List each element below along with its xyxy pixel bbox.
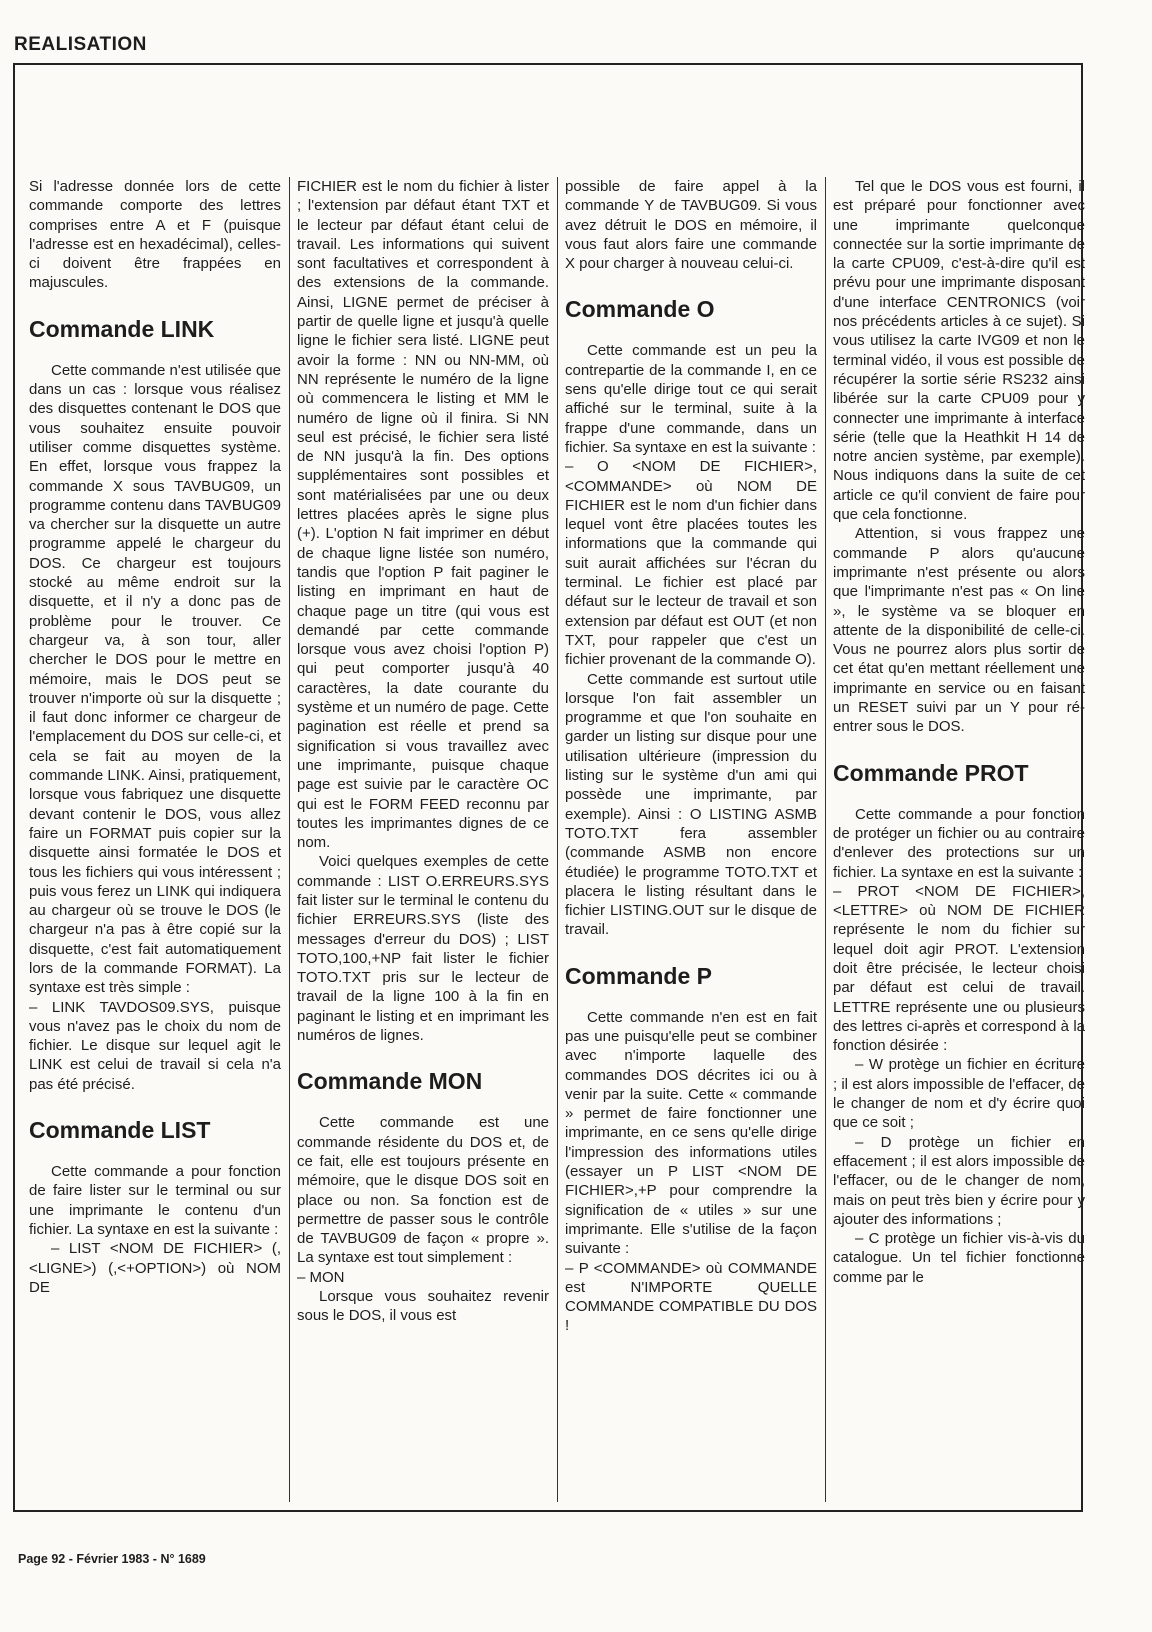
paragraph: Attention, si vous frappez une commande P alors qu'aucune imprimante n'est présente ou alors que l'imprimante n'est pas « On line », le système va se bloquer en attente de la disponibilité de celle-ci. Vous ne pourrez alors plus sortir de cet état qu'en mettant réellement une imprimante en service ou en faisant un RESET suivi par un Y pour ré-entrer sous le DOS.: [833, 525, 1085, 736]
paragraph: – P <COMMANDE> où COMMANDE est N'IMPORTE QUELLE COMMANDE COMPATIBLE DU DOS !: [565, 1259, 817, 1335]
section-heading: Commande PROT: [833, 759, 1029, 786]
paragraph: – C protège un fichier vis-à-vis du catalogue. Un tel fichier fonctionne comme par le: [833, 1230, 1085, 1286]
column-divider: [557, 177, 558, 1502]
page-footer: Page 92 - Février 1983 - N° 1689: [18, 1552, 206, 1566]
paragraph: Cette commande n'en est en fait pas une puisqu'elle peut se combiner avec n'importe laquelle des commandes DOS décrites ici ou à venir par la suite. Cette « commande » permet de faire fonctionner une imprimante, en ce sens qu'elle dirige l'impression des informations utiles (essayer un P LIST <NOM DE FICHIER>,+P pour comprendre la signification de « utiles » sur une imprimante. Elle s'utilise de la façon suivante :: [565, 1008, 817, 1258]
paragraph: – W protège un fichier en écriture ; il est alors impossible de l'effacer, de le changer de nom et d'y écrire quoi que ce soit ;: [833, 1056, 1085, 1132]
paragraph: Tel que le DOS vous est fourni, il est préparé pour fonctionner avec une imprimante quelconque connectée sur la sortie imprimante de la carte CPU09, c'est-à-dire qu'il est prévu pour une imprimante disposant d'une interface CENTRONICS (voir nos précédents articles à ce sujet). Si vous utilisez la carte IVG09 et non le terminal vidéo, il vous est possible de récupérer la sortie série RS232 ainsi libérée sur la carte CPU09 pour y connecter une imprimante à interface série (telle que la Heathkit H 14 de notre ancien système, par exemple). Nous indiquons dans la suite de cet article ce qu'il convient de faire pour que cela fonctionne.: [833, 178, 1085, 524]
column-divider: [289, 177, 290, 1502]
article-column-1: [29, 177, 281, 1510]
article-column-3: [565, 177, 817, 1510]
section-heading: Commande LINK: [29, 315, 215, 342]
paragraph: Cette commande est une commande résidente du DOS et, de ce fait, elle est toujours présente en mémoire, que le disque DOS soit en place ou non. Sa fonction est de permettre de passer sous le contrôle de TAVBUG09 de façon « propre ». La syntaxe est tout simplement :: [297, 1114, 549, 1267]
section-heading: Commande LIST: [29, 1117, 211, 1144]
section-heading: Commande P: [565, 962, 712, 989]
paragraph: – LINK TAVDOS09.SYS, puisque vous n'avez pas le choix du nom de fichier. Le disque sur lequel agit le LINK est celui de travail si cela n'a pas été précisé.: [29, 998, 281, 1093]
paragraph: Cette commande a pour fonction de protéger un fichier ou au contraire d'enlever des protections sur un fichier. La syntaxe en est la suivante :: [833, 805, 1085, 881]
paragraph: FICHIER est le nom du fichier à lister ; l'extension par défaut étant TXT et le lecteur par défaut étant celui de travail. Les informations qui suivent sont facultatives et correspondent à des extensions de la commande. Ainsi, LIGNE permet de préciser à partir de quelle ligne et jusqu'à quelle ligne le fichier sera listé. LIGNE peut avoir la forme : NN ou NN-MM, où NN représente le numéro de la ligne où commencera le listing et MM le numéro de ligne où il finira. Si NN seul est précisé, le fichier sera listé de NN jusqu'à la fin. Des options supplémentaires sont possibles et sont matérialisées par une ou deux lettres placées après le signe plus (+). L'option N fait imprimer en début de chaque ligne listée son numéro, tandis que l'option P fait paginer le listing en imprimant en haut de chaque page un titre (qui vous est demandé par cette commande lorsque vous avez choisi l'option P) qui peut comporter jusqu'à 40 caractères, la date courante du système et un numéro de page. Cette pagination est réelle et prend sa signification si vous travaillez avec une imprimante, puisque chaque page est suivie par le caractère OC qui est le FORM FEED reconnu par toutes les imprimantes dignes de ce nom.: [297, 178, 549, 852]
section-heading: Commande O: [565, 296, 715, 323]
column-divider: [825, 177, 826, 1502]
paragraph: – MON: [297, 1268, 345, 1286]
article-column-2: [297, 177, 549, 1510]
paragraph: Lorsque vous souhaitez revenir sous le DOS, il vous est: [297, 1288, 549, 1325]
paragraph: – LIST <NOM DE FICHIER> (,<LIGNE>) (,<+OPTION>) où NOM DE: [29, 1240, 281, 1296]
paragraph: – PROT <NOM DE FICHIER>, <LETTRE> où NOM DE FICHIER représente le nom du fichier sur lequel doit agir PROT. L'extension doit être précisée, le lecteur choisi par défaut est celui de travail. LETTRE représente une ou plusieurs des lettres ci-après et correspond à la fonction désirée :: [833, 882, 1085, 1055]
section-heading: Commande MON: [297, 1068, 483, 1095]
paragraph: Cette commande n'est utilisée que dans un cas : lorsque vous réalisez des disquettes contenant le DOS que vous souhaitez ensuite pouvoir utiliser comme disquettes système. En effet, lorsque vous frappez la commande X sous TAVBUG09, un programme contenu dans TAVBUG09 va chercher sur la disquette un autre programme appelé le chargeur du DOS. Ce chargeur est toujours stocké au même endroit sur la disquette, et il n'y a donc pas de problème pour le trouver. Ce chargeur va, à son tour, aller chercher le DOS pour le mettre en mémoire, mais le DOS peut se trouver n'importe où sur la disquette ; il faut donc informer ce chargeur de l'emplacement du DOS sur celle-ci, et cela se fait au moyen de la commande LINK. Ainsi, pratiquement, lorsque vous fabriquez une disquette devant contenir le DOS, vous allez faire un FORMAT puis copier sur la disquette ainsi formatée le DOS et tous les fichiers qui vous intéressent ; puis vous ferez un LINK qui indiquera au chargeur où se trouve le DOS (le chargeur n'a pas à être copié sur la disquette, c'est fait automatiquement lors de la commande FORMAT). La syntaxe est très simple :: [29, 361, 281, 997]
paragraph: Si l'adresse donnée lors de cette commande comporte des lettres comprises entre A et F (puisque l'adresse est en hexadécimal), celles-ci doivent être frappées en majuscules.: [29, 178, 281, 292]
paragraph: – D protège un fichier en effacement ; il est alors impossible de l'effacer, ou de le changer de nom, mais on peut très bien y écrire pour y ajouter des informations ;: [833, 1133, 1085, 1228]
paragraph: Cette commande est surtout utile lorsque l'on fait assembler un programme et que l'on souhaite en garder un listing sur disque pour une utilisation ultérieure (impression du listing sur le système d'un ami qui possède une imprimante, par exemple). Ainsi : O LISTING ASMB TOTO.TXT fera assembler (commande ASMB non encore étudiée) le programme TOTO.TXT et placera le listing résultant dans le fichier LISTING.OUT sur le disque de travail.: [565, 670, 817, 939]
article-frame: [13, 63, 1083, 1512]
paragraph: possible de faire appel à la commande Y de TAVBUG09. Si vous avez détruit le DOS en mémoire, il vous faut alors faire une commande X pour charger à nouveau celui-ci.: [565, 178, 817, 273]
paragraph: Cette commande a pour fonction de faire lister sur le terminal ou sur une imprimante le contenu d'un fichier. La syntaxe en est la suivante :: [29, 1163, 281, 1238]
section-label: REALISATION: [14, 34, 147, 55]
paragraph: – O <NOM DE FICHIER>, <COMMANDE> où NOM DE FICHIER est le nom d'un fichier dans lequel vont être placées toutes les informations que la commande qui suit aurait affichées sur l'écran du terminal. Le fichier est placé par défaut sur le lecteur de travail et son extension par défaut est OUT (et non TXT, pour rappeler que c'est un fichier provenant de la commande O).: [565, 458, 817, 669]
paragraph: Cette commande est un peu la contrepartie de la commande I, en ce sens qu'elle dirige tout ce qui serait affiché sur le terminal, suite à la frappe d'une commande, dans un fichier. Sa syntaxe en est la suivante :: [565, 342, 817, 456]
article-column-4: [833, 177, 1085, 1510]
paragraph: Voici quelques exemples de cette commande : LIST O.ERREURS.SYS fait lister sur le terminal le contenu du fichier ERREURS.SYS (liste des messages d'erreur du DOS) ; LIST TOTO,100,+NP fait lister le fichier TOTO.TXT pris sur le lecteur de travail de la ligne 100 à la fin en paginant le listing et en imprimant les numéros de lignes.: [297, 853, 549, 1045]
